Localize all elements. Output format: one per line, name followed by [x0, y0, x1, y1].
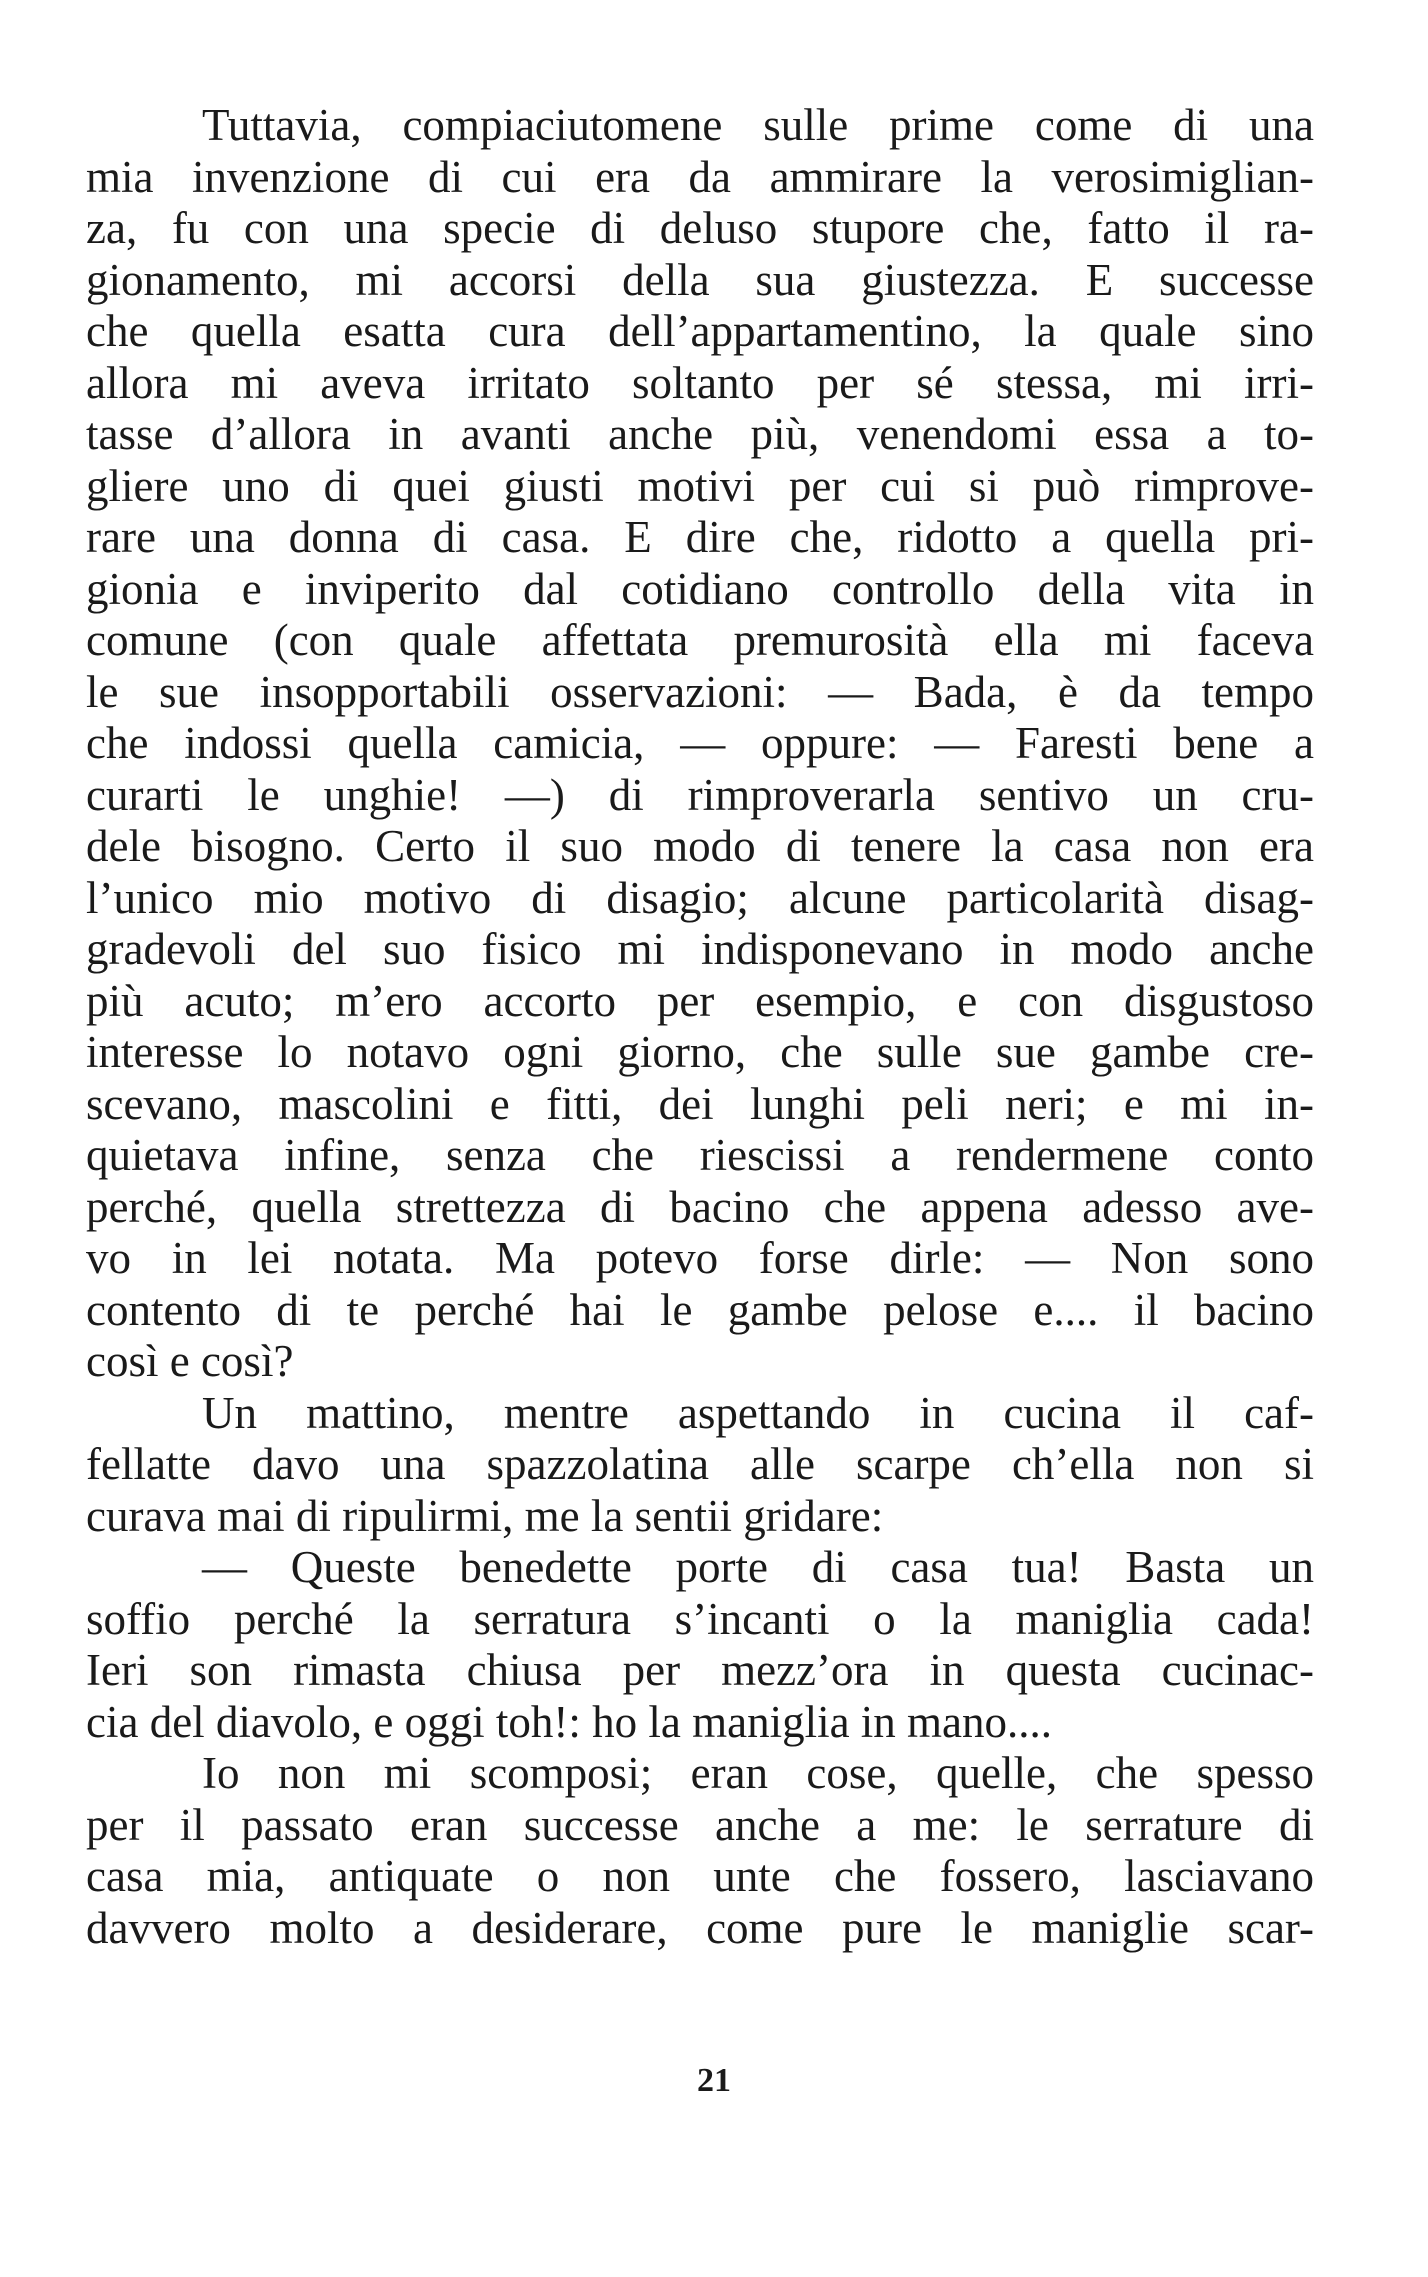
- page-number: 21: [697, 2062, 731, 2099]
- text-line: per il passato eran successe anche a me: le serrature di: [86, 1799, 1314, 1850]
- text-line: Io non mi scomposi; eran cose, quelle, che spesso: [202, 1748, 1314, 1798]
- text-line: che indossi quella camicia, — oppure: — Faresti bene a: [86, 718, 1314, 768]
- text-line: za, fu con una specie di deluso stupore che, fatto il ra-: [86, 203, 1314, 253]
- text-line: — Queste benedette porte di casa tua! Basta un: [202, 1542, 1314, 1592]
- text-line: casa mia, antiquate o non unte che fossero, lasciavano: [86, 1851, 1314, 1901]
- text-line: soffio perché la serratura s’incanti o la maniglia cada!: [86, 1593, 1314, 1644]
- text-line: più acuto; m’ero accorto per esempio, e con disgustoso: [86, 975, 1314, 1026]
- text-line: perché, quella strettezza di bacino che appena adesso ave-: [86, 1181, 1314, 1232]
- text-line: Un mattino, mentre aspettando in cucina il caf-: [202, 1387, 1314, 1438]
- text-line: allora mi aveva irritato soltanto per sé stessa, mi irri-: [86, 357, 1314, 408]
- text-line: l’unico mio motivo di disagio; alcune particolarità disag-: [86, 872, 1314, 923]
- text-line: così e così?: [86, 1336, 294, 1386]
- text-line: curarti le unghie! —) di rimproverarla sentivo un cru-: [86, 769, 1314, 820]
- text-line: quietava infine, senza che riescissi a rendermene conto: [86, 1130, 1314, 1180]
- body-text: [86, 100, 1314, 1954]
- text-line: che quella esatta cura dell’appartamentino, la quale sino: [86, 306, 1314, 356]
- text-line: dele bisogno. Certo il suo modo di tenere la casa non era: [86, 821, 1314, 871]
- text-line: gliere uno di quei giusti motivi per cui si può rimprove-: [86, 460, 1314, 511]
- text-line: interesse lo notavo ogni giorno, che sulle sue gambe cre-: [86, 1027, 1314, 1077]
- text-line: gionia e inviperito dal cotidiano controllo della vita in: [86, 563, 1314, 614]
- text-line: gionamento, mi accorsi della sua giustezza. E successe: [86, 254, 1314, 305]
- text-line: scevano, mascolini e fitti, dei lunghi peli neri; e mi in-: [86, 1078, 1314, 1129]
- text-line: tasse d’allora in avanti anche più, venendomi essa a to-: [86, 409, 1314, 459]
- text-line: Ieri son rimasta chiusa per mezz’ora in questa cucinac-: [86, 1645, 1314, 1695]
- text-line: contento di te perché hai le gambe pelose e.... il bacino: [86, 1284, 1314, 1335]
- text-line: Tuttavia, compiaciutomene sulle prime come di una: [202, 100, 1314, 150]
- text-line: fellatte davo una spazzolatina alle scarpe ch’ella non si: [86, 1439, 1314, 1489]
- text-line: comune (con quale affettata premurosità ella mi faceva: [86, 615, 1314, 665]
- text-line: curava mai di ripulirmi, me la sentii gridare:: [86, 1490, 884, 1541]
- text-line: mia invenzione di cui era da ammirare la verosimiglian-: [86, 151, 1314, 202]
- text-line: cia del diavolo, e oggi toh!: ho la maniglia in mano....: [86, 1696, 1053, 1747]
- text-line: le sue insopportabili osservazioni: — Bada, è da tempo: [86, 666, 1314, 717]
- text-line: rare una donna di casa. E dire che, ridotto a quella pri-: [86, 512, 1314, 562]
- text-line: vo in lei notata. Ma potevo forse dirle: — Non sono: [86, 1233, 1314, 1283]
- text-line: davvero molto a desiderare, come pure le maniglie scar-: [86, 1902, 1314, 1953]
- text-line: gradevoli del suo fisico mi indisponevano in modo anche: [86, 924, 1314, 974]
